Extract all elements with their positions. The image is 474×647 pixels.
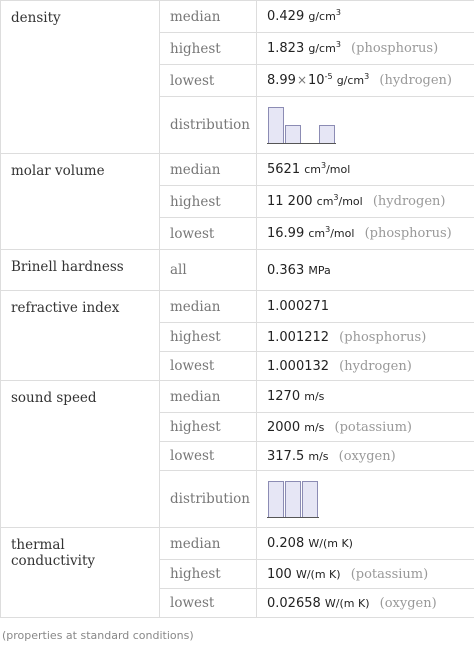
source-note: (phosphorus): [339, 329, 427, 345]
sound-histogram: [267, 478, 347, 520]
histogram-bar-2: [286, 482, 301, 518]
stat-label: highest: [160, 33, 257, 65]
molar-volume-median-value: 5621 $cm^3$/mol: [257, 154, 474, 186]
refractive-lowest-value: 1.000132 (hydrogen): [257, 352, 474, 381]
histogram-bar-2: [286, 126, 301, 144]
stat-label: highest: [160, 186, 257, 218]
brinell-all-value: 0.363 MPa: [257, 250, 474, 291]
refractive-label: refractive index: [1, 291, 160, 381]
brinell-all-row: [1, 250, 474, 291]
stat-label: lowest: [160, 442, 257, 471]
source-note: (phosphorus): [364, 226, 452, 241]
stat-label: lowest: [160, 589, 257, 618]
thermal-lowest-value: 0.02658 W/(m K) (oxygen): [257, 589, 474, 618]
stat-label: highest: [160, 323, 257, 352]
histogram-bar-1: [269, 108, 284, 144]
source-note: (phosphorus): [351, 41, 439, 56]
source-note: (hydrogen): [379, 73, 452, 88]
density-histogram: [267, 104, 347, 146]
thermal-median-row: [1, 528, 474, 560]
density-distribution-cell: [257, 97, 474, 154]
density-lowest-value: $8.99\times 10^{-5}$ $g/cm^3$ (hydrogen): [257, 65, 474, 97]
sound-median-row: [1, 381, 474, 413]
stat-label: lowest: [160, 65, 257, 97]
refractive-highest-value: 1.001212 (phosphorus): [257, 323, 474, 352]
thermal-median-value: 0.208 W/(m K): [257, 528, 474, 560]
source-note: (hydrogen): [372, 194, 446, 209]
molar-volume-highest-value: 11 200 $cm^3$/mol (hydrogen): [257, 186, 474, 218]
histogram-bar-1: [269, 482, 284, 518]
molar-volume-lowest-value: 16.99 $cm^3$/mol (phosphorus): [257, 218, 474, 250]
molar-volume-median-row: [1, 154, 474, 186]
stat-label: highest: [160, 560, 257, 589]
refractive-median-row: [1, 291, 474, 323]
source-note: (oxygen): [379, 595, 437, 611]
stat-label: lowest: [160, 218, 257, 250]
footnote: (properties at standard conditions): [2, 629, 194, 642]
source-note: (oxygen): [338, 448, 396, 464]
sound-lowest-value: 317.5 m/s (oxygen): [257, 442, 474, 471]
stat-label: median: [160, 154, 257, 186]
thermal-highest-value: 100 W/(m K) (potassium): [257, 560, 474, 589]
refractive-median-value: 1.000271: [257, 291, 474, 323]
stat-label: median: [160, 381, 257, 413]
stat-label: lowest: [160, 352, 257, 381]
source-note: (hydrogen): [339, 358, 412, 374]
density-label: density: [1, 1, 160, 154]
molar-volume-label: molar volume: [1, 154, 160, 250]
histogram-bar-3: [303, 482, 318, 518]
source-note: (potassium): [334, 419, 412, 435]
stat-label: highest: [160, 413, 257, 442]
density-median-row: [1, 1, 474, 33]
thermal-label: thermal conductivity: [1, 528, 160, 618]
histogram-bar-3: [320, 126, 335, 144]
brinell-label: Brinell hardness: [1, 250, 160, 291]
density-highest-value: 1.823 $g/cm^3$ (phosphorus): [257, 33, 474, 65]
stat-label: median: [160, 1, 257, 33]
stat-label: median: [160, 291, 257, 323]
sound-highest-value: 2000 m/s (potassium): [257, 413, 474, 442]
sound-label: sound speed: [1, 381, 160, 528]
sound-distribution-cell: [257, 471, 474, 528]
stat-label: median: [160, 528, 257, 560]
stat-label: distribution: [160, 471, 257, 528]
source-note: (potassium): [350, 566, 429, 582]
sound-median-value: 1270 m/s: [257, 381, 474, 413]
stat-label: all: [160, 250, 257, 291]
stat-label: distribution: [160, 97, 257, 154]
density-median-value: 0.429 $g/cm^3$: [257, 1, 474, 33]
